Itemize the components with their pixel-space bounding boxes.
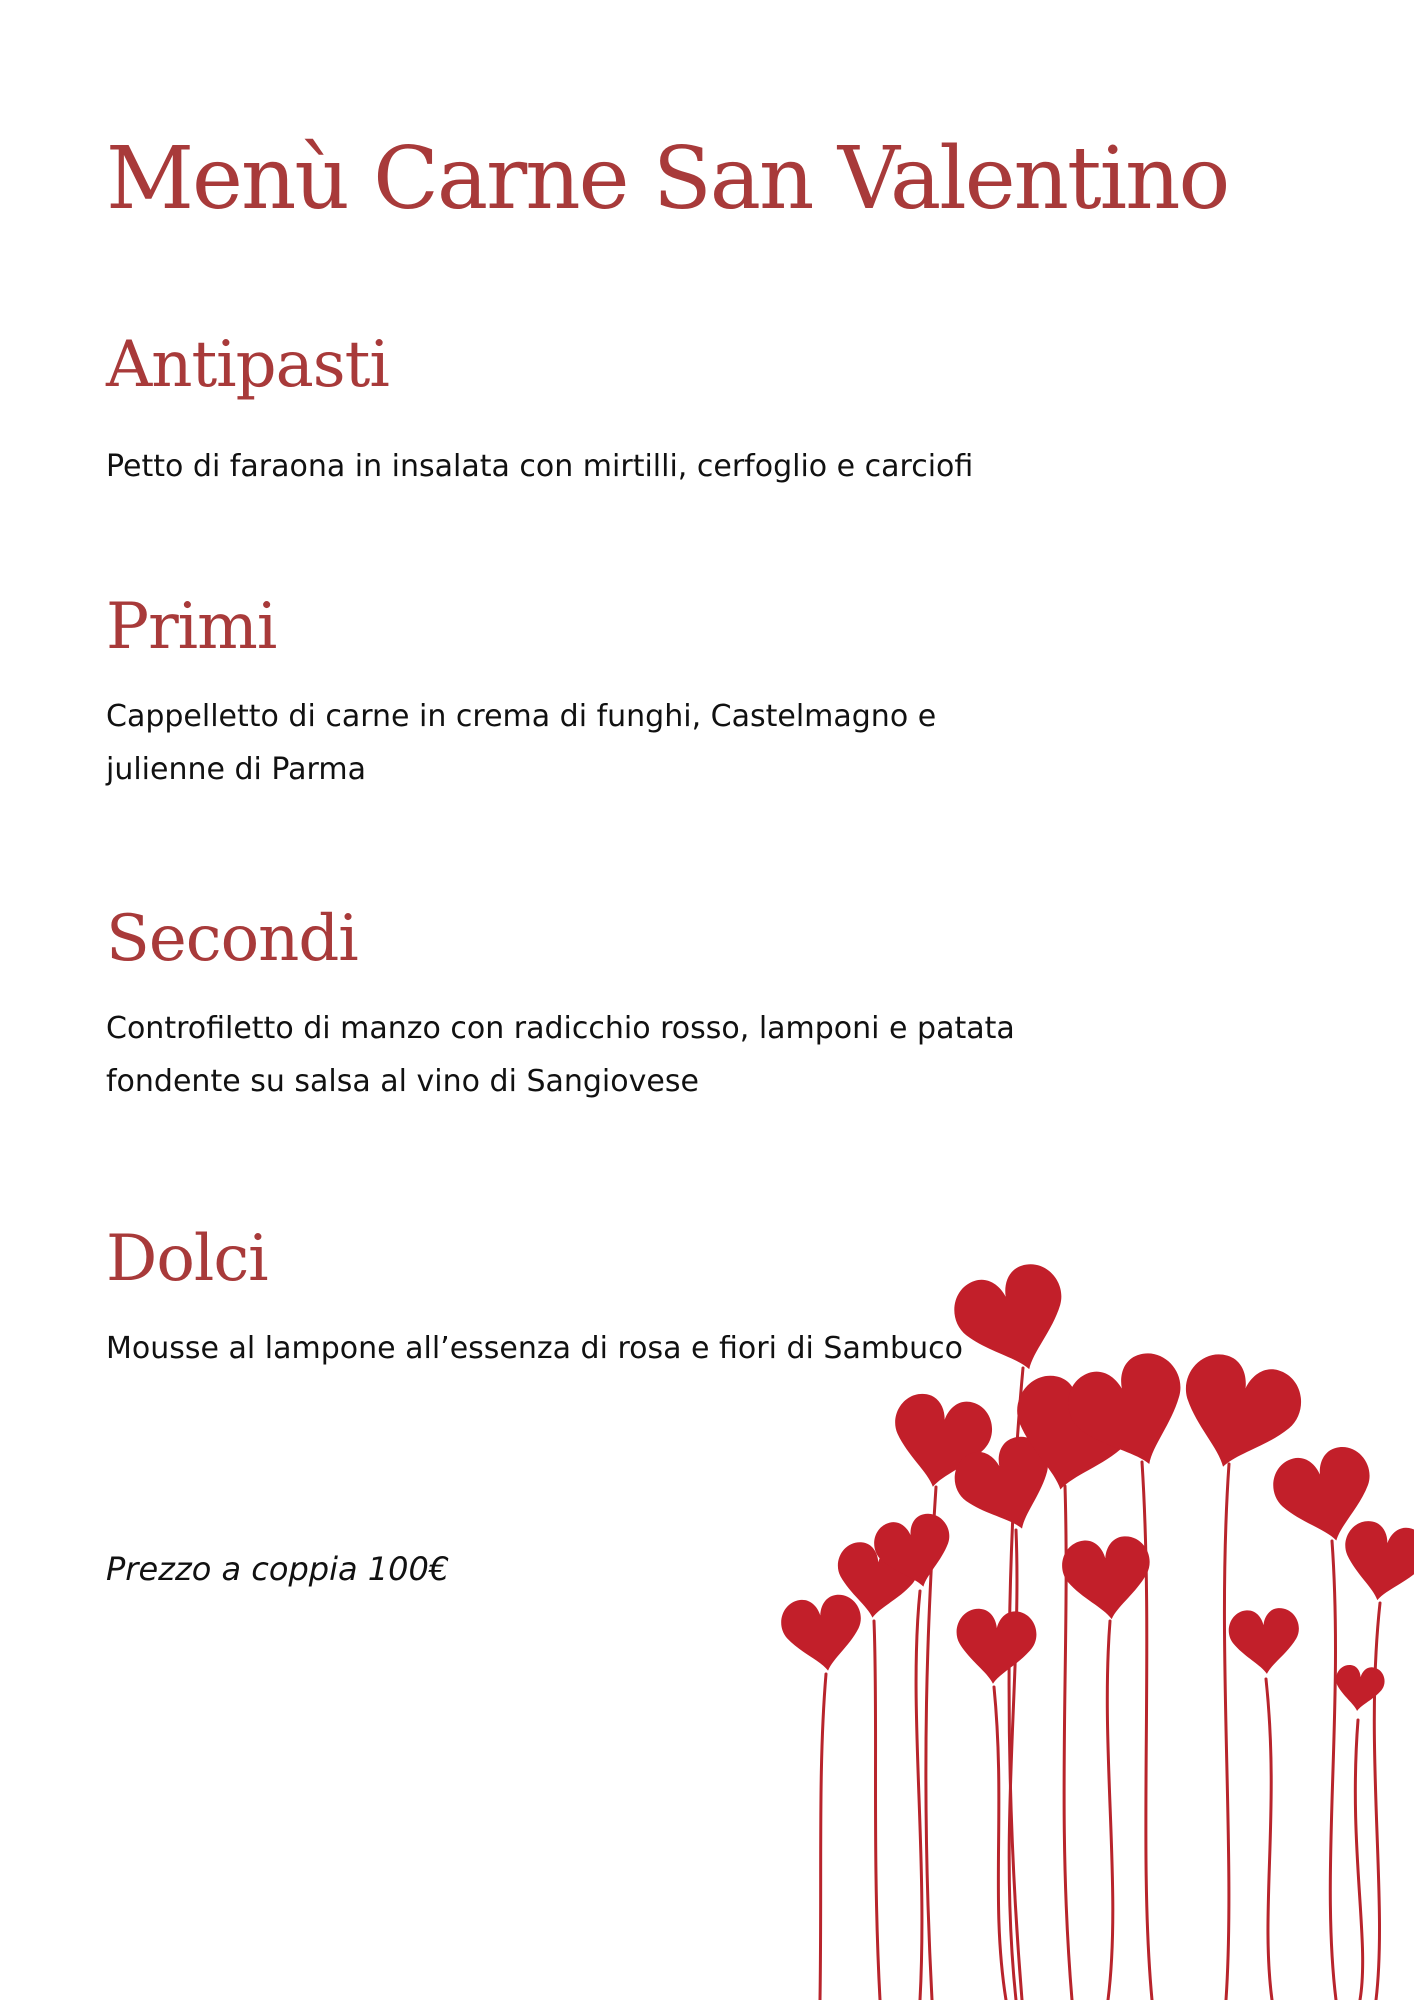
section-heading: Antipasti [106,328,389,402]
section-primi [106,592,1026,796]
page-title: Menù Carne San Valentino [106,129,1229,229]
section-heading: Dolci [106,1222,268,1296]
section-secondi [106,904,1026,1108]
price-label: Prezzo a coppia 100€ [106,1550,450,1588]
dish-description: Controfiletto di manzo con radicchio rosso, lamponi e patata fondente su salsa al vino di Sangiovese [106,1011,1015,1100]
dish-description: Cappelletto di carne in crema di funghi, Castelmagno e julienne di Parma [106,699,937,788]
dish-description: Mousse al lampone all’essenza di rosa e fiori di Sambuco [106,1331,963,1367]
section-heading: Secondi [106,902,358,976]
heart-balloons-icon [760,1250,1414,2000]
section-heading: Primi [106,590,277,664]
section-antipasti [106,330,1026,493]
dish-description: Petto di faraona in insalata con mirtilli, cerfoglio e carciofi [106,449,974,485]
